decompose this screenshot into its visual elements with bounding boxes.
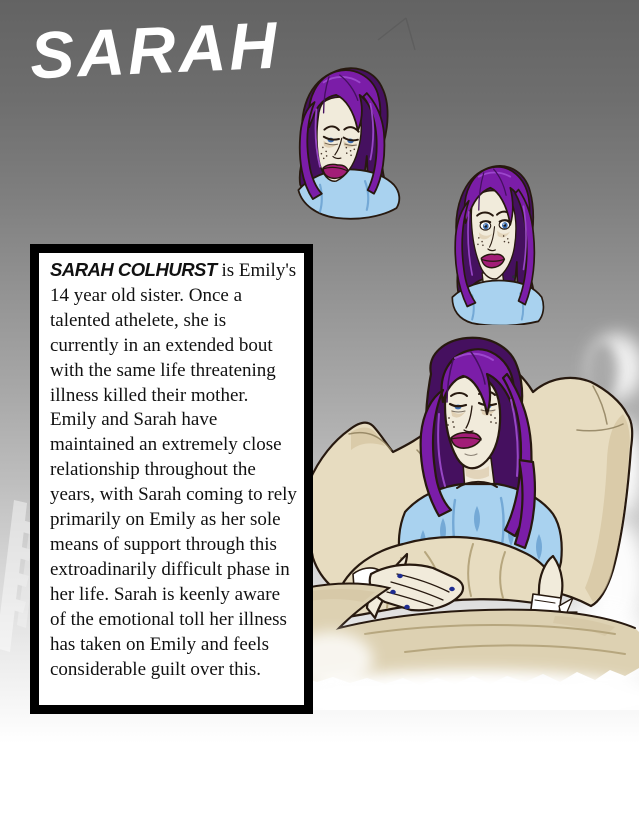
pendant-dot bbox=[512, 275, 515, 278]
portrait-front-illustration bbox=[444, 147, 550, 325]
character-name: SARAH COLHURST bbox=[50, 259, 217, 280]
page-title: SARAH bbox=[28, 7, 282, 93]
bio-box bbox=[30, 244, 313, 714]
bio-body: is Emily's 14 year old sister. Once a talented athelete, she is currently in an extended bout with the same life threatening illness killed their mother. Emily and Sarah have maintained an extremely close relationship throughout the years, with Sarah coming to rely primarily on Emily as her sole means of support through this extroadinarily difficult phase in her life. Sarah is keenly aware of the emotional toll her illness has taken on Emily and feels considerable guilt over this. bbox=[50, 260, 297, 680]
portrait-sad-illustration bbox=[284, 50, 410, 226]
bio-text bbox=[39, 253, 304, 682]
hospital-bed-illustration bbox=[305, 330, 639, 710]
